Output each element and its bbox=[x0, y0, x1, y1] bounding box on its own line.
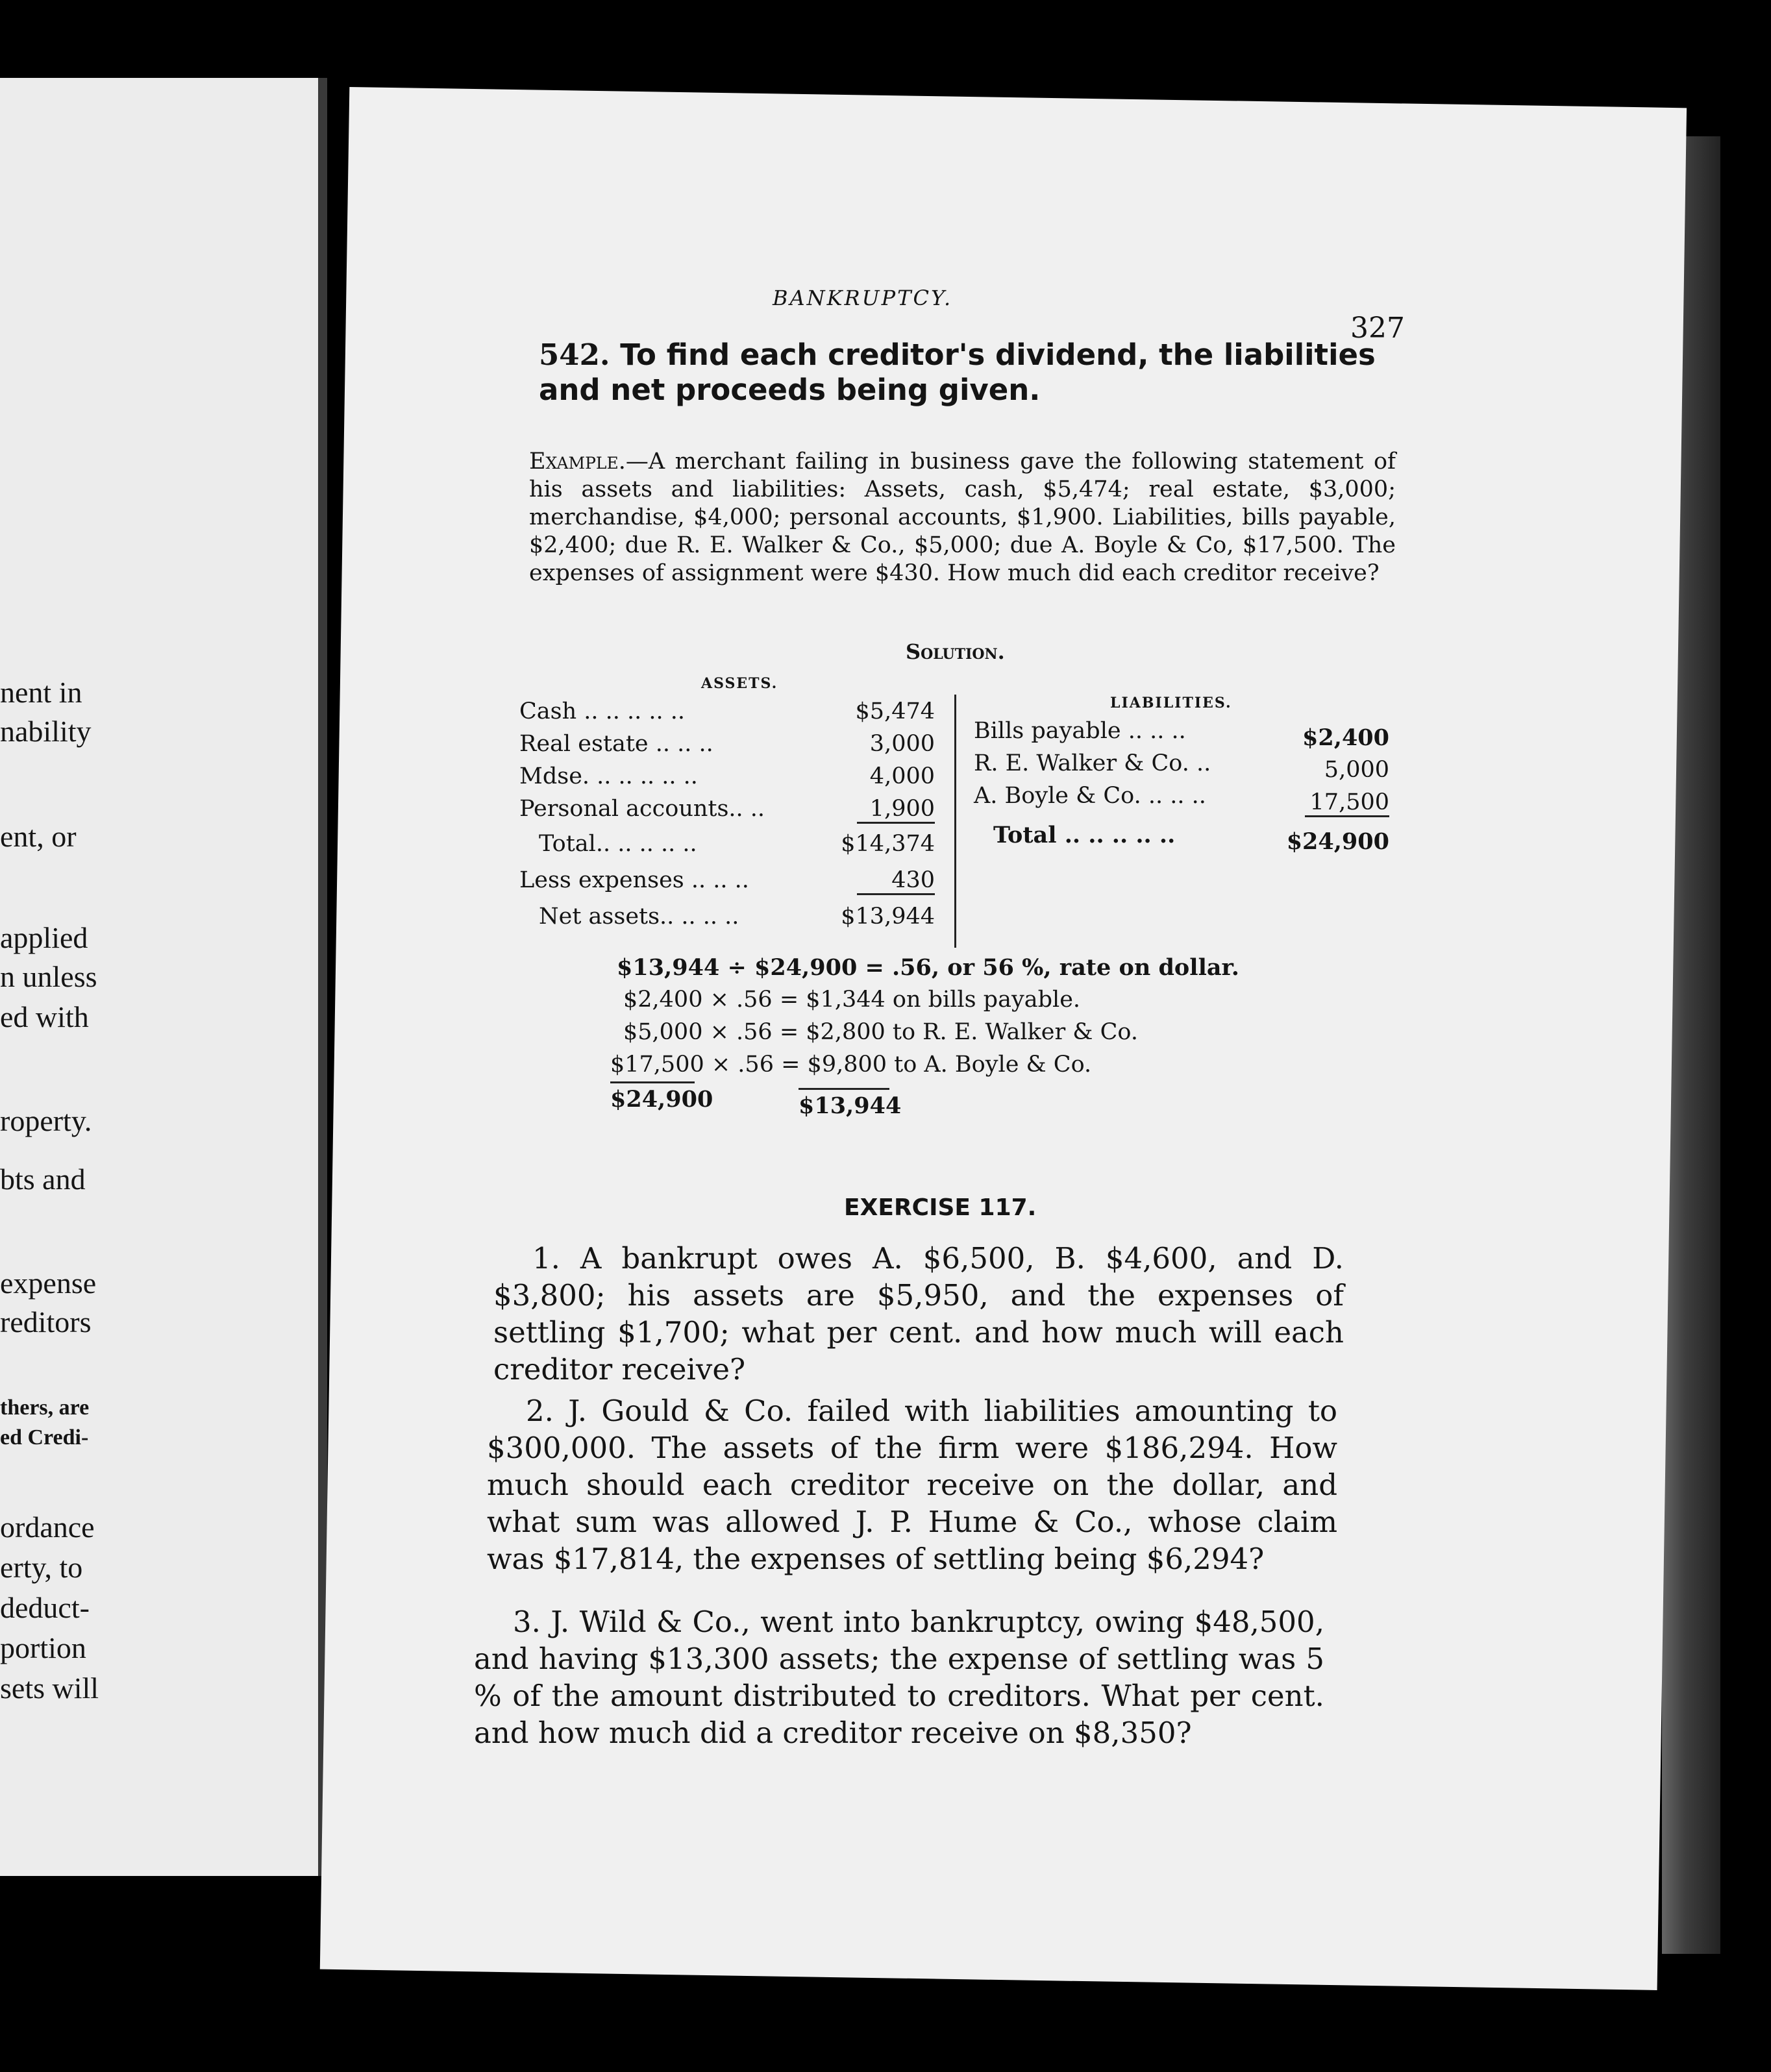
left-line: reditors bbox=[0, 1305, 92, 1338]
ledger-amount: 430 bbox=[857, 867, 935, 895]
example-label: Example. bbox=[529, 449, 626, 475]
ledger-label: Less expenses .. .. .. bbox=[519, 867, 749, 893]
ledger-row bbox=[519, 731, 941, 757]
left-line: roperty. bbox=[0, 1104, 92, 1137]
calc-line: $2,400 × .56 = $1,344 on bills payable. bbox=[623, 987, 1081, 1013]
ledger-amount: 3,000 bbox=[869, 731, 935, 757]
left-line: applied bbox=[0, 921, 88, 954]
liabilities-caption: LIABILITIES. bbox=[1110, 695, 1232, 711]
left-line: ed with bbox=[0, 1000, 89, 1033]
ledger-row bbox=[519, 698, 941, 724]
ledger-row bbox=[539, 831, 941, 857]
left-line: portion bbox=[0, 1631, 86, 1664]
ledger-row bbox=[519, 763, 941, 789]
ledger-amount: $2,400 bbox=[1302, 724, 1389, 751]
ledger-label: A. Boyle & Co. .. .. .. bbox=[974, 783, 1206, 809]
assets-ledger bbox=[519, 675, 948, 948]
left-line: n unless bbox=[0, 960, 97, 993]
ledger-label: Net assets.. .. .. .. bbox=[539, 904, 739, 930]
solution-title: Solution. bbox=[906, 639, 1005, 664]
running-head: BANKRUPTCY. bbox=[773, 286, 953, 310]
liabilities-ledger bbox=[967, 695, 1389, 889]
left-line: ent, or bbox=[0, 820, 77, 853]
exercise-title: EXERCISE 117. bbox=[844, 1194, 1037, 1221]
left-line: ed Credi- bbox=[0, 1425, 89, 1449]
ledger-label: Personal accounts.. .. bbox=[519, 796, 765, 822]
ledger-row bbox=[974, 718, 1389, 751]
exercise-problem: 3. J. Wild & Co., went into bankruptcy, owing $48,500, and having $13,300 assets; the expense of settling was 5 % of the amount distributed to creditors. What per cent. and how much did a creditor receive on $8,350? bbox=[474, 1605, 1324, 1750]
section-title: To find each creditor's dividend, the liabilities and net proceeds being given. bbox=[539, 338, 1376, 407]
exercise-problem: 2. J. Gould & Co. failed with liabilities amounting to $300,000. The assets of the firm were $186,294. How much should each creditor receive on the dollar, and what sum was allowed J. P. Hume & Co., whose claim was $17,814, the expenses of settling being $6,294? bbox=[487, 1394, 1337, 1576]
ledger-label: Cash .. .. .. .. .. bbox=[519, 698, 686, 724]
ledger-row bbox=[974, 750, 1389, 783]
ledger-amount: $13,944 bbox=[841, 904, 935, 930]
ledger-row bbox=[519, 796, 941, 822]
ledger-row bbox=[519, 867, 941, 893]
ledger-amount: $24,900 bbox=[1286, 828, 1389, 855]
left-line: thers, are bbox=[0, 1396, 90, 1420]
ledger-divider bbox=[954, 695, 956, 948]
ledger-amount: $5,474 bbox=[855, 698, 935, 724]
ledger-label: Real estate .. .. .. bbox=[519, 731, 713, 757]
ledger-label: Total .. .. .. .. .. bbox=[993, 822, 1176, 848]
left-line: ordance bbox=[0, 1511, 95, 1544]
ledger-label: Total.. .. .. .. .. bbox=[539, 831, 697, 857]
ledger-amount: 17,500 bbox=[1305, 789, 1389, 817]
section-heading bbox=[539, 338, 1402, 408]
exercise-problem: 1. A bankrupt owes A. $6,500, B. $4,600, and D. $3,800; his assets are $5,950, and the expenses of settling $1,700; what per cent. and how much will each creditor receive? bbox=[493, 1241, 1344, 1387]
page-number: 327 bbox=[1350, 312, 1405, 345]
assets-caption: ASSETS. bbox=[701, 675, 778, 692]
calc-line: $13,944 ÷ $24,900 = .56, or 56 %, rate on dollar. bbox=[617, 954, 1239, 981]
ledger-amount: 1,900 bbox=[857, 796, 935, 824]
ledger-label: R. E. Walker & Co. .. bbox=[974, 750, 1211, 776]
calc-total-left: $24,900 bbox=[610, 1081, 695, 1113]
left-line: bts and bbox=[0, 1163, 86, 1196]
ledger-label: Mdse. .. .. .. .. .. bbox=[519, 763, 698, 789]
calc-total-right: $13,944 bbox=[799, 1088, 889, 1119]
calc-line: $17,500 × .56 = $9,800 to A. Boyle & Co. bbox=[610, 1052, 1092, 1078]
ledger-row bbox=[993, 822, 1389, 855]
example-paragraph bbox=[529, 448, 1396, 587]
left-line: nent in bbox=[0, 676, 82, 709]
example-text: —A merchant failing in business gave the following statement of his assets and liabilities: Assets, cash, $5,474; real estate, $3,000; merchandise, $4,000; personal accounts, $1,900. Liabilities, bills payable, $2,400; due R. E. Walker & Co., $5,000; due A. Boyle & Co, $17,500. The expenses of assignment were $430. How much did each creditor receive? bbox=[529, 449, 1396, 586]
section-number: 542. bbox=[539, 338, 610, 372]
ledger-amount: 5,000 bbox=[1324, 757, 1389, 783]
ledger-amount: $14,374 bbox=[841, 831, 935, 857]
ledger-label: Bills payable .. .. .. bbox=[974, 718, 1186, 744]
left-line: sets will bbox=[0, 1671, 99, 1705]
left-line: deduct- bbox=[0, 1591, 90, 1624]
ledger-row bbox=[539, 904, 941, 930]
ledger-row bbox=[974, 783, 1389, 815]
left-line: expense bbox=[0, 1266, 97, 1300]
ledger-amount: 4,000 bbox=[869, 763, 935, 789]
left-line: erty, to bbox=[0, 1551, 83, 1584]
calc-line: $5,000 × .56 = $2,800 to R. E. Walker & Co. bbox=[623, 1019, 1138, 1045]
left-line: nability bbox=[0, 715, 92, 748]
